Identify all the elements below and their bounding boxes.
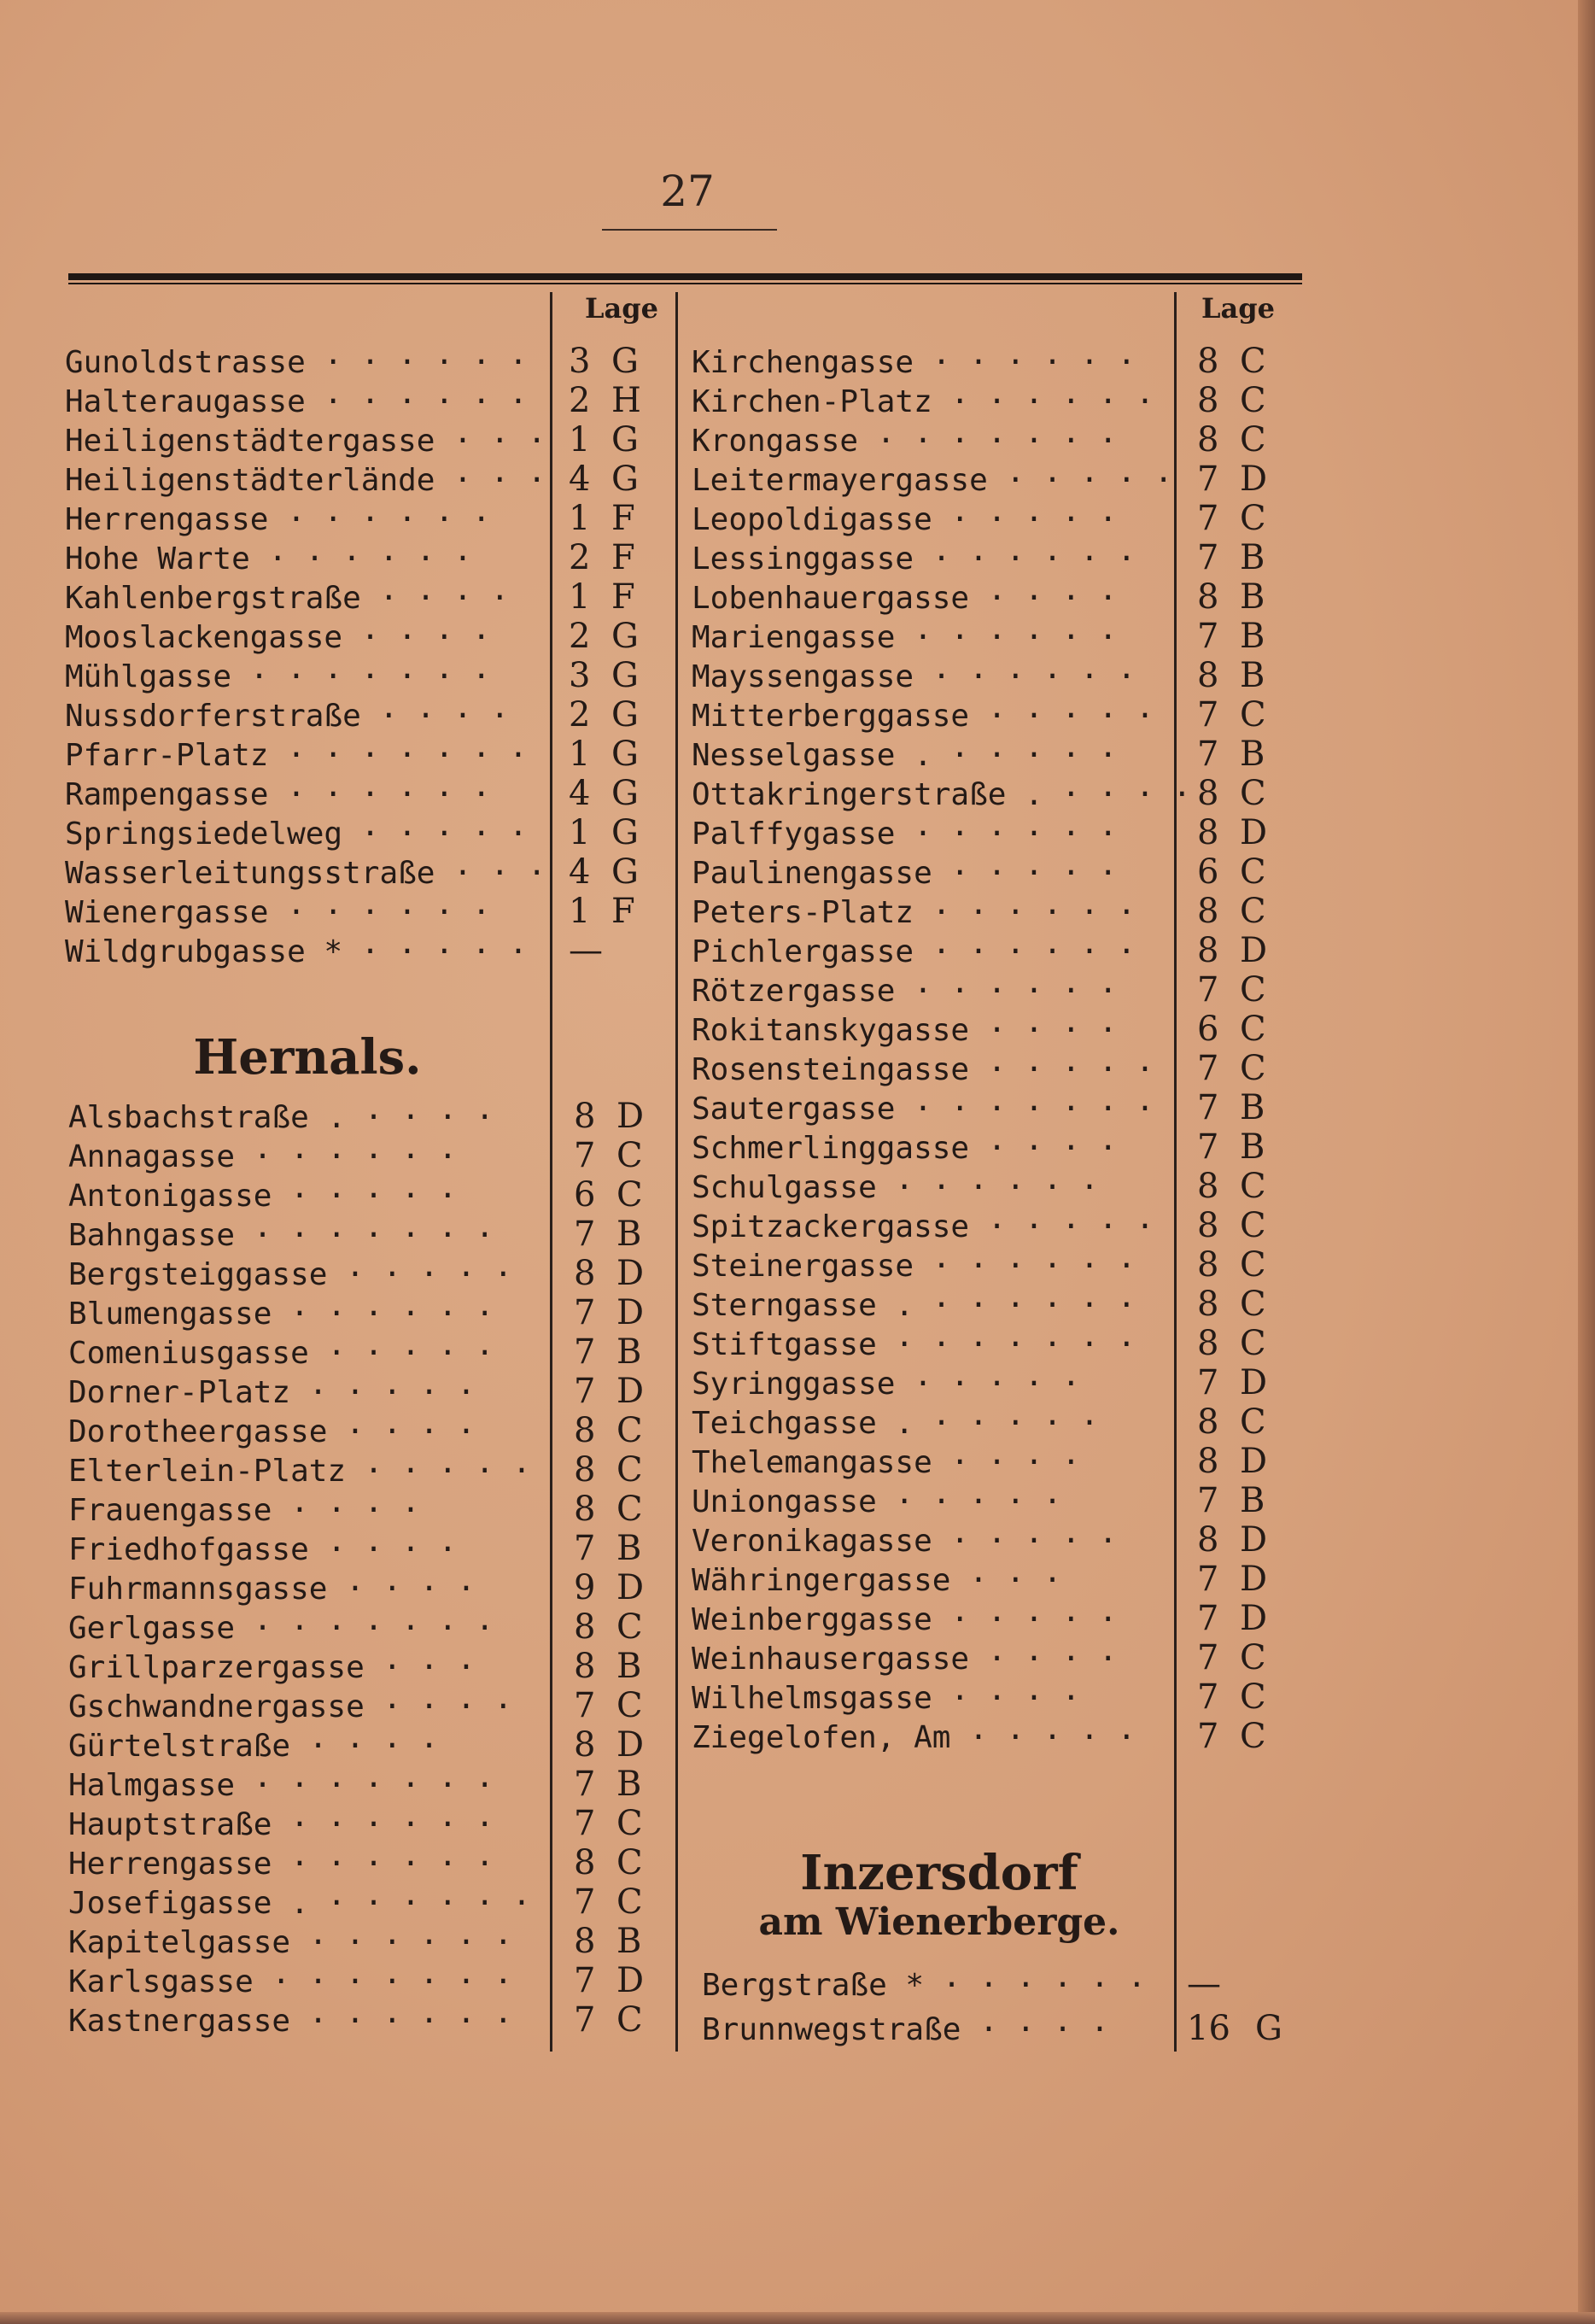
lage-letter: C	[616, 1804, 643, 1843]
lage-number: 7	[1197, 460, 1219, 499]
street-name: Gschwandnergasse · · · ·	[68, 1689, 513, 1724]
lage-number: 7	[1197, 970, 1219, 1010]
lage-number: 16	[1187, 2009, 1230, 2048]
lage-letter: B	[1240, 1481, 1265, 1520]
lage-number: 7	[574, 1961, 596, 2000]
street-name: Wasserleitungsstraße · · ·	[65, 856, 546, 891]
lage-letter: C	[1240, 774, 1266, 813]
lage-number: 3	[569, 656, 591, 695]
inzersdorf-heading: Inzersdorf	[800, 1845, 1078, 1901]
lage-letter: C	[1240, 892, 1266, 931]
page-bottom-edge	[0, 2312, 1595, 2324]
lage-letter: C	[616, 1843, 643, 1882]
lage-letter: C	[616, 2000, 643, 2040]
street-name: Kastnergasse · · · · · ·	[68, 2004, 513, 2039]
lage-number: 7	[1197, 1363, 1219, 1402]
lage-letter: B	[1240, 656, 1265, 695]
street-name: Mühlgasse · · · · · · ·	[65, 659, 491, 694]
street-name: Bergstraße * · · · · · ·	[702, 1968, 1147, 2003]
lage-number: 7	[574, 1372, 596, 1411]
street-name: Josefigasse . · · · · · ·	[68, 1886, 531, 1921]
lage-letter: D	[616, 1293, 645, 1332]
lage-number: 8	[574, 1450, 596, 1490]
lage-letter: C	[1240, 420, 1266, 460]
lage-number: 7	[1197, 1638, 1219, 1677]
lage-letter: C	[1240, 1677, 1266, 1717]
lage-letter: F	[611, 538, 635, 577]
lage-number: 7	[1197, 1481, 1219, 1520]
lage-letter: G	[611, 695, 639, 735]
lage-number: 7	[574, 1804, 596, 1843]
lage-number: 8	[574, 1097, 596, 1136]
lage-letter: C	[1240, 852, 1266, 892]
lage-letter: B	[616, 1765, 642, 1804]
street-name: Spitzackergasse · · · · ·	[692, 1209, 1154, 1244]
lage-letter: C	[1240, 970, 1266, 1010]
lage-letter: D	[1240, 1560, 1268, 1599]
lage-letter: C	[1240, 1324, 1266, 1363]
lage-letter: B	[1240, 577, 1265, 617]
lage-letter: B	[616, 1332, 642, 1372]
lage-letter: D	[1240, 931, 1268, 970]
street-name: Elterlein-Platz · · · · ·	[68, 1454, 531, 1489]
lage-number: 8	[1197, 1167, 1219, 1206]
lage-letter: C	[1240, 1245, 1266, 1285]
lage-letter: B	[1240, 538, 1265, 577]
street-name: Mariengasse · · · · · ·	[692, 620, 1118, 655]
lage-number: 2	[569, 695, 591, 735]
street-name: Pichlergasse · · · · · ·	[692, 934, 1136, 969]
lage-letter: G	[611, 656, 639, 695]
street-name: Peters-Platz · · · · · ·	[692, 895, 1136, 930]
street-name: Teichgasse . · · · · ·	[692, 1406, 1099, 1441]
lage-number: 1	[569, 735, 591, 774]
lage-number: 8	[1197, 1324, 1219, 1363]
left-lage-rule	[550, 292, 552, 2052]
lage-number: 7	[574, 1686, 596, 1725]
street-name: Nussdorferstraße · · · ·	[65, 699, 510, 734]
lage-letter: C	[616, 1882, 643, 1922]
street-name: Blumengasse · · · · · ·	[68, 1297, 494, 1332]
lage-letter: G	[611, 813, 639, 852]
lage-letter: D	[1240, 1520, 1268, 1560]
left-lage-header: Lage	[585, 292, 658, 325]
lage-letter: G	[1255, 2009, 1282, 2048]
lage-number: 8	[574, 1254, 596, 1293]
lage-number: 7	[1197, 1127, 1219, 1167]
lage-letter: C	[1240, 1167, 1266, 1206]
lage-letter: C	[616, 1686, 643, 1725]
lage-letter: B	[616, 1647, 642, 1686]
lage-letter: D	[616, 1725, 645, 1765]
lage-number: 7	[1197, 735, 1219, 774]
lage-number: 7	[574, 1293, 596, 1332]
street-name: Frauengasse · · · ·	[68, 1493, 420, 1528]
street-name: Heiligenstädterlände · · ·	[65, 463, 546, 498]
street-name: Schmerlinggasse · · · ·	[692, 1131, 1118, 1166]
lage-letter: C	[1240, 342, 1266, 381]
lage-letter: H	[611, 381, 641, 420]
top-rule	[68, 273, 1302, 280]
lage-number: 3	[569, 342, 591, 381]
lage-letter: B	[1240, 1127, 1265, 1167]
inzersdorf-subheading: am Wienerberge.	[758, 1900, 1120, 1944]
lage-number: 8	[1197, 342, 1219, 381]
street-name: Sautergasse · · · · · · ·	[692, 1092, 1154, 1127]
lage-letter: C	[616, 1175, 643, 1215]
lage-letter: C	[616, 1411, 643, 1450]
lage-number: 1	[569, 420, 591, 460]
lage-number: 8	[1197, 381, 1219, 420]
street-name: Rampengasse · · · · · ·	[65, 777, 491, 812]
street-name: Weinhausergasse · · · ·	[692, 1642, 1118, 1677]
lage-number: 7	[574, 1765, 596, 1804]
street-name: Herrengasse · · · · · ·	[65, 502, 491, 537]
street-name: Rötzergasse · · · · · ·	[692, 974, 1118, 1009]
lage-letter: D	[616, 1254, 645, 1293]
street-name: Wilhelmsgasse · · · ·	[692, 1681, 1081, 1716]
lage-letter: G	[611, 342, 639, 381]
page-number-rule	[602, 229, 777, 231]
lage-number: 8	[574, 1725, 596, 1765]
lage-number: 8	[574, 1607, 596, 1647]
lage-number: —	[1187, 1964, 1221, 2004]
street-name: Pfarr-Platz · · · · · · ·	[65, 738, 528, 773]
lage-letter: C	[616, 1450, 643, 1490]
lage-number: 8	[574, 1411, 596, 1450]
lage-number: 9	[574, 1568, 596, 1607]
hernals-heading: Hernals.	[193, 1029, 422, 1086]
street-name: Bahngasse · · · · · · ·	[68, 1218, 494, 1253]
street-name: Springsiedelweg · · · · ·	[65, 817, 528, 852]
street-name: Friedhofgasse · · · ·	[68, 1532, 458, 1567]
lage-letter: C	[616, 1490, 643, 1529]
lage-number: 8	[1197, 1442, 1219, 1481]
street-name: Mayssengasse · · · · · ·	[692, 659, 1136, 694]
lage-number: 8	[1197, 774, 1219, 813]
street-name: Herrengasse · · · · · ·	[68, 1847, 494, 1882]
lage-letter: B	[1240, 617, 1265, 656]
lage-number: 8	[574, 1922, 596, 1961]
lage-letter: D	[1240, 1599, 1268, 1638]
lage-letter: F	[611, 499, 635, 538]
lage-letter: C	[1240, 1638, 1266, 1677]
lage-letter: G	[611, 420, 639, 460]
street-name: Sterngasse . · · · · · ·	[692, 1288, 1136, 1323]
lage-number: 7	[1197, 499, 1219, 538]
street-name: Veronikagasse · · · · ·	[692, 1524, 1118, 1559]
lage-number: 7	[1197, 1677, 1219, 1717]
lage-letter: C	[616, 1607, 643, 1647]
lage-letter: C	[1240, 695, 1266, 735]
street-name: Comeniusgasse · · · · ·	[68, 1336, 494, 1371]
lage-letter: C	[1240, 381, 1266, 420]
lage-number: 6	[1197, 852, 1219, 892]
lage-letter: F	[611, 892, 635, 931]
street-name: Heiligenstädtergasse · · ·	[65, 424, 546, 459]
lage-letter: C	[616, 1136, 643, 1175]
lage-number: 7	[1197, 1717, 1219, 1756]
lage-number: 7	[1197, 1599, 1219, 1638]
street-name: Kirchen-Platz · · · · · ·	[692, 384, 1154, 419]
lage-letter: D	[1240, 1442, 1268, 1481]
street-name: Wienergasse · · · · · ·	[65, 895, 491, 930]
street-name: Steinergasse · · · · · ·	[692, 1249, 1136, 1284]
lage-letter: B	[616, 1922, 642, 1961]
lage-number: 7	[574, 1215, 596, 1254]
lage-letter: C	[1240, 1402, 1266, 1442]
lage-number: 7	[574, 1529, 596, 1568]
center-divider-rule	[675, 292, 678, 2052]
lage-number: 8	[1197, 1285, 1219, 1324]
lage-number: 8	[1197, 931, 1219, 970]
lage-number: 2	[569, 381, 591, 420]
street-name: Mooslackengasse · · · ·	[65, 620, 491, 655]
lage-letter: G	[611, 617, 639, 656]
street-name: Bergsteiggasse · · · · ·	[68, 1257, 513, 1292]
street-name: Dorner-Platz · · · · ·	[68, 1375, 476, 1410]
lage-letter: C	[1240, 1285, 1266, 1324]
street-name: Syringgasse · · · · ·	[692, 1367, 1081, 1402]
street-name: Leitermayergasse · · · · ·	[692, 463, 1173, 498]
street-name: Uniongasse · · · · ·	[692, 1484, 1062, 1519]
street-name: Ziegelofen, Am · · · · ·	[692, 1720, 1136, 1755]
lage-letter: D	[1240, 460, 1268, 499]
lage-number: 2	[569, 538, 591, 577]
street-name: Gunoldstrasse · · · · · ·	[65, 345, 528, 380]
street-name: Weinberggasse · · · · ·	[692, 1602, 1118, 1637]
street-name: Kirchengasse · · · · · ·	[692, 345, 1136, 380]
lage-letter: C	[1240, 499, 1266, 538]
lage-letter: C	[1240, 1717, 1266, 1756]
street-name: Lobenhauergasse · · · ·	[692, 581, 1118, 616]
lage-number: 7	[574, 1882, 596, 1922]
lage-letter: B	[616, 1215, 642, 1254]
lage-number: 8	[1197, 1245, 1219, 1285]
lage-number: 7	[1197, 538, 1219, 577]
lage-number: 4	[569, 460, 591, 499]
street-name: Nesselgasse . · · · · ·	[692, 738, 1118, 773]
lage-number: 7	[1197, 1560, 1219, 1599]
street-name: Lessinggasse · · · · · ·	[692, 541, 1136, 577]
lage-number: 6	[1197, 1010, 1219, 1049]
page-number: 27	[660, 167, 715, 216]
street-name: Mitterberggasse · · · · ·	[692, 699, 1154, 734]
street-name: Thelemangasse · · · ·	[692, 1445, 1081, 1480]
lage-letter: G	[611, 460, 639, 499]
lage-number: 8	[574, 1647, 596, 1686]
street-name: Hohe Warte · · · · · ·	[65, 541, 472, 577]
street-name: Kapitelgasse · · · · · ·	[68, 1925, 513, 1960]
lage-number: 8	[1197, 892, 1219, 931]
lage-letter: B	[1240, 735, 1265, 774]
lage-number: 8	[1197, 1520, 1219, 1560]
lage-letter: C	[1240, 1206, 1266, 1245]
lage-number: 8	[1197, 813, 1219, 852]
lage-letter: F	[611, 577, 635, 617]
street-name: Schulgasse · · · · · ·	[692, 1170, 1099, 1205]
lage-letter: G	[611, 774, 639, 813]
lage-letter: D	[616, 1372, 645, 1411]
street-name: Rosensteingasse · · · · ·	[692, 1052, 1154, 1087]
lage-number: 6	[574, 1175, 596, 1215]
street-name: Ottakringerstraße . · · · ·	[692, 777, 1192, 812]
lage-letter: C	[1240, 1010, 1266, 1049]
page-edge-shadow	[1578, 0, 1595, 2324]
lage-number: 7	[574, 1136, 596, 1175]
street-name: Währingergasse · · ·	[692, 1563, 1062, 1598]
street-name: Stiftgasse · · · · · · ·	[692, 1327, 1136, 1362]
street-name: Krongasse · · · · · · ·	[692, 424, 1118, 459]
lage-number: 4	[569, 774, 591, 813]
street-name: Gerlgasse · · · · · · ·	[68, 1611, 494, 1646]
top-rule-thin	[68, 283, 1302, 284]
lage-number: 7	[1197, 1088, 1219, 1127]
lage-number: 2	[569, 617, 591, 656]
lage-number: 1	[569, 813, 591, 852]
street-name: Karlsgasse · · · · · · ·	[68, 1964, 513, 1999]
right-lage-rule	[1174, 292, 1177, 2052]
lage-number: —	[569, 931, 603, 970]
street-name: Kahlenbergstraße · · · ·	[65, 581, 510, 616]
lage-number: 1	[569, 892, 591, 931]
lage-letter: D	[1240, 813, 1268, 852]
lage-letter: D	[616, 1568, 645, 1607]
lage-number: 8	[1197, 420, 1219, 460]
lage-letter: G	[611, 735, 639, 774]
street-name: Antonigasse · · · · ·	[68, 1179, 458, 1214]
lage-letter: C	[1240, 1049, 1266, 1088]
lage-number: 7	[574, 2000, 596, 2040]
lage-number: 7	[1197, 695, 1219, 735]
street-name: Dorotheergasse · · · ·	[68, 1414, 476, 1449]
street-name: Rokitanskygasse · · · ·	[692, 1013, 1118, 1048]
street-name: Leopoldigasse · · · · ·	[692, 502, 1118, 537]
right-lage-header: Lage	[1201, 292, 1275, 325]
lage-letter: B	[1240, 1088, 1265, 1127]
lage-number: 8	[1197, 1402, 1219, 1442]
lage-letter: D	[616, 1097, 645, 1136]
lage-number: 7	[1197, 1049, 1219, 1088]
lage-number: 4	[569, 852, 591, 892]
street-name: Fuhrmannsgasse · · · ·	[68, 1572, 476, 1607]
lage-number: 8	[1197, 577, 1219, 617]
street-name: Grillparzergasse · · ·	[68, 1650, 476, 1685]
street-name: Hauptstraße · · · · · ·	[68, 1807, 494, 1842]
lage-letter: D	[1240, 1363, 1268, 1402]
lage-number: 8	[574, 1490, 596, 1529]
street-name: Annagasse · · · · · ·	[68, 1139, 458, 1174]
lage-number: 8	[574, 1843, 596, 1882]
street-name: Gürtelstraße · · · ·	[68, 1729, 439, 1764]
lage-letter: B	[616, 1529, 642, 1568]
street-name: Palffygasse · · · · · ·	[692, 817, 1118, 852]
lage-number: 1	[569, 499, 591, 538]
lage-number: 8	[1197, 1206, 1219, 1245]
lage-number: 8	[1197, 656, 1219, 695]
lage-number: 1	[569, 577, 591, 617]
lage-number: 7	[1197, 617, 1219, 656]
lage-letter: G	[611, 852, 639, 892]
lage-letter: D	[616, 1961, 645, 2000]
street-name: Wildgrubgasse * · · · · ·	[65, 934, 528, 969]
street-name: Paulinengasse · · · · ·	[692, 856, 1118, 891]
lage-number: 7	[574, 1332, 596, 1372]
street-name: Alsbachstraße . · · · ·	[68, 1100, 494, 1135]
street-name: Halmgasse · · · · · · ·	[68, 1768, 494, 1803]
street-name: Brunnwegstraße · · · ·	[702, 2012, 1109, 2047]
street-name: Halteraugasse · · · · · ·	[65, 384, 528, 419]
